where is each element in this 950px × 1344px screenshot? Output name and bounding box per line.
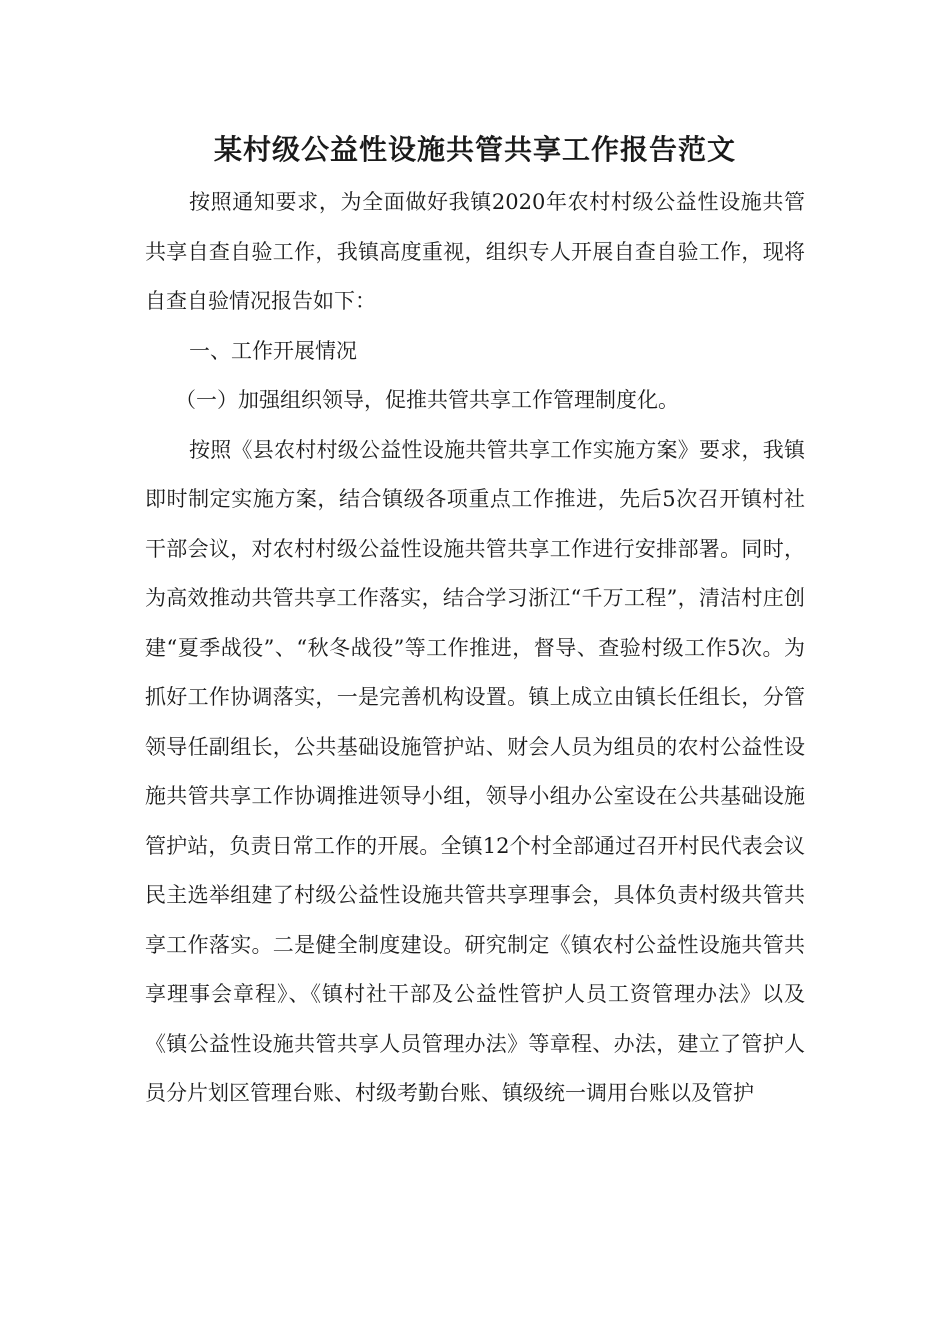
- document-body: [145, 178, 805, 1119]
- section-heading: 一、工作开展情况: [189, 338, 357, 363]
- body-paragraph: 按照《县农村村级公益性设施共管共享工作实施方案》要求，我镇即时制定实施方案，结合镇级各项重点工作推进，先后5次召开镇村社干部会议，对农村村级公益性设施共管共享工作进行安排部署。同时，为高效推动共管共享工作落实，结合学习浙江“千万工程”，清洁村庄创建“夏季战役”、“秋冬战役”等工作推进，督导、查验村级工作5次。为抓好工作协调落实，一是完善机构设置。镇上成立由镇长任组长，分管领导任副组长，公共基础设施管护站、财会人员为组员的农村公益性设施共管共享工作协调推进领导小组，领导小组办公室设在公共基础设施管护站，负责日常工作的开展。全镇12个村全部通过召开村民代表会议民主选举组建了村级公益性设施共管共享理事会，具体负责村级共管共享工作落实。二是健全制度建设。研究制定《镇农村公益性设施共管共享理事会章程》、《镇村社干部及公益性管护人员工资管理办法》以及《镇公益性设施共管共享人员管理办法》等章程、办法，建立了管护人员分片划区管理台账、村级考勤台账、镇级统一调用台账以及管护: [145, 437, 805, 1105]
- intro-paragraph: 按照通知要求，为全面做好我镇2020年农村村级公益性设施共管共享自查自验工作，我镇高度重视，组织专人开展自查自验工作，现将自查自验情况报告如下：: [145, 190, 805, 313]
- subsection-heading: （一）加强组织领导，促推共管共享工作管理制度化。: [175, 388, 679, 412]
- document-title: 某村级公益性设施共管共享工作报告范文: [213, 133, 736, 166]
